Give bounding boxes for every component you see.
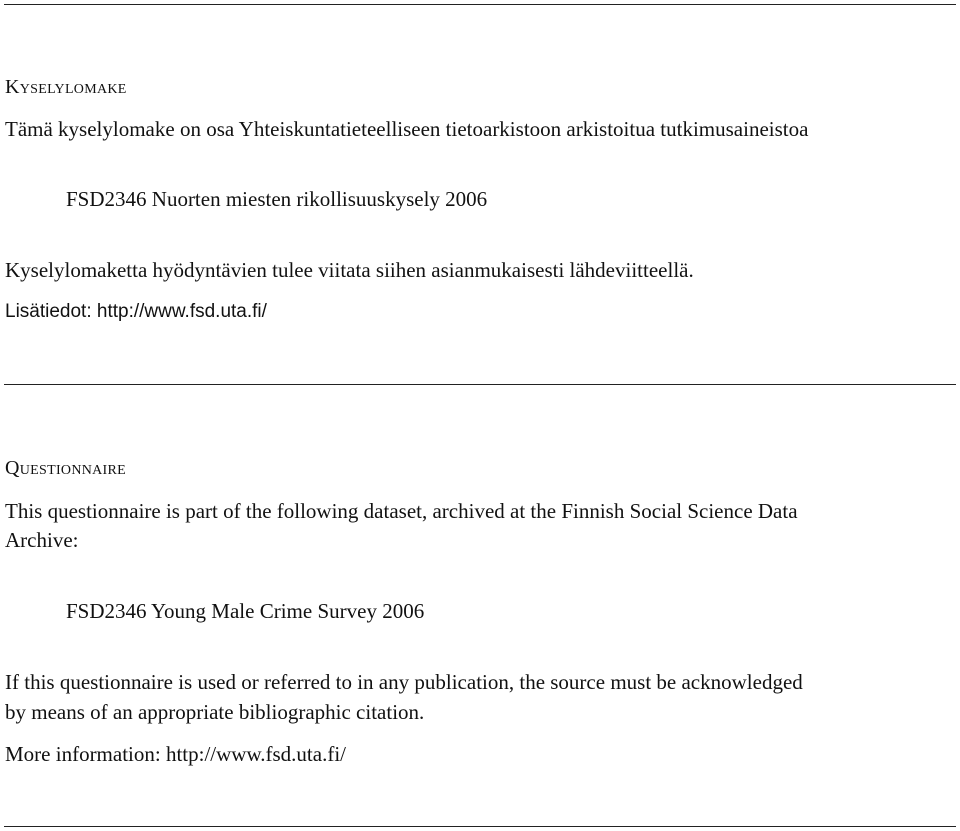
english-more-info: More information: http://www.fsd.uta.fi/ — [5, 742, 347, 766]
english-heading: Questionnaire — [5, 457, 126, 479]
finnish-heading: Kyselylomake — [5, 76, 127, 98]
english-citation-line2: by means of an appropriate bibliographic citation. — [5, 700, 425, 724]
finnish-citation-note: Kyselylomaketta hyödyntävien tulee viitata siihen asianmukaisesti lähdeviitteellä. — [5, 258, 694, 282]
english-intro-line2: Archive: — [5, 528, 79, 552]
finnish-dataset-title: FSD2346 Nuorten miesten rikollisuuskysely 2006 — [66, 187, 488, 211]
finnish-more-info: Lisätiedot: http://www.fsd.uta.fi/ — [5, 301, 267, 322]
english-intro-line1: This questionnaire is part of the following dataset, archived at the Finnish Social Science Data — [5, 499, 798, 523]
english-citation-line1: If this questionnaire is used or referred to in any publication, the source must be acknowledged — [5, 670, 803, 694]
bottom-rule — [4, 826, 956, 827]
english-dataset-title: FSD2346 Young Male Crime Survey 2006 — [66, 599, 425, 623]
middle-rule — [4, 384, 956, 385]
finnish-intro: Tämä kyselylomake on osa Yhteiskuntatieteelliseen tietoarkistoon arkistoitua tutkimusaineistoa — [5, 117, 809, 141]
top-rule — [4, 4, 956, 5]
